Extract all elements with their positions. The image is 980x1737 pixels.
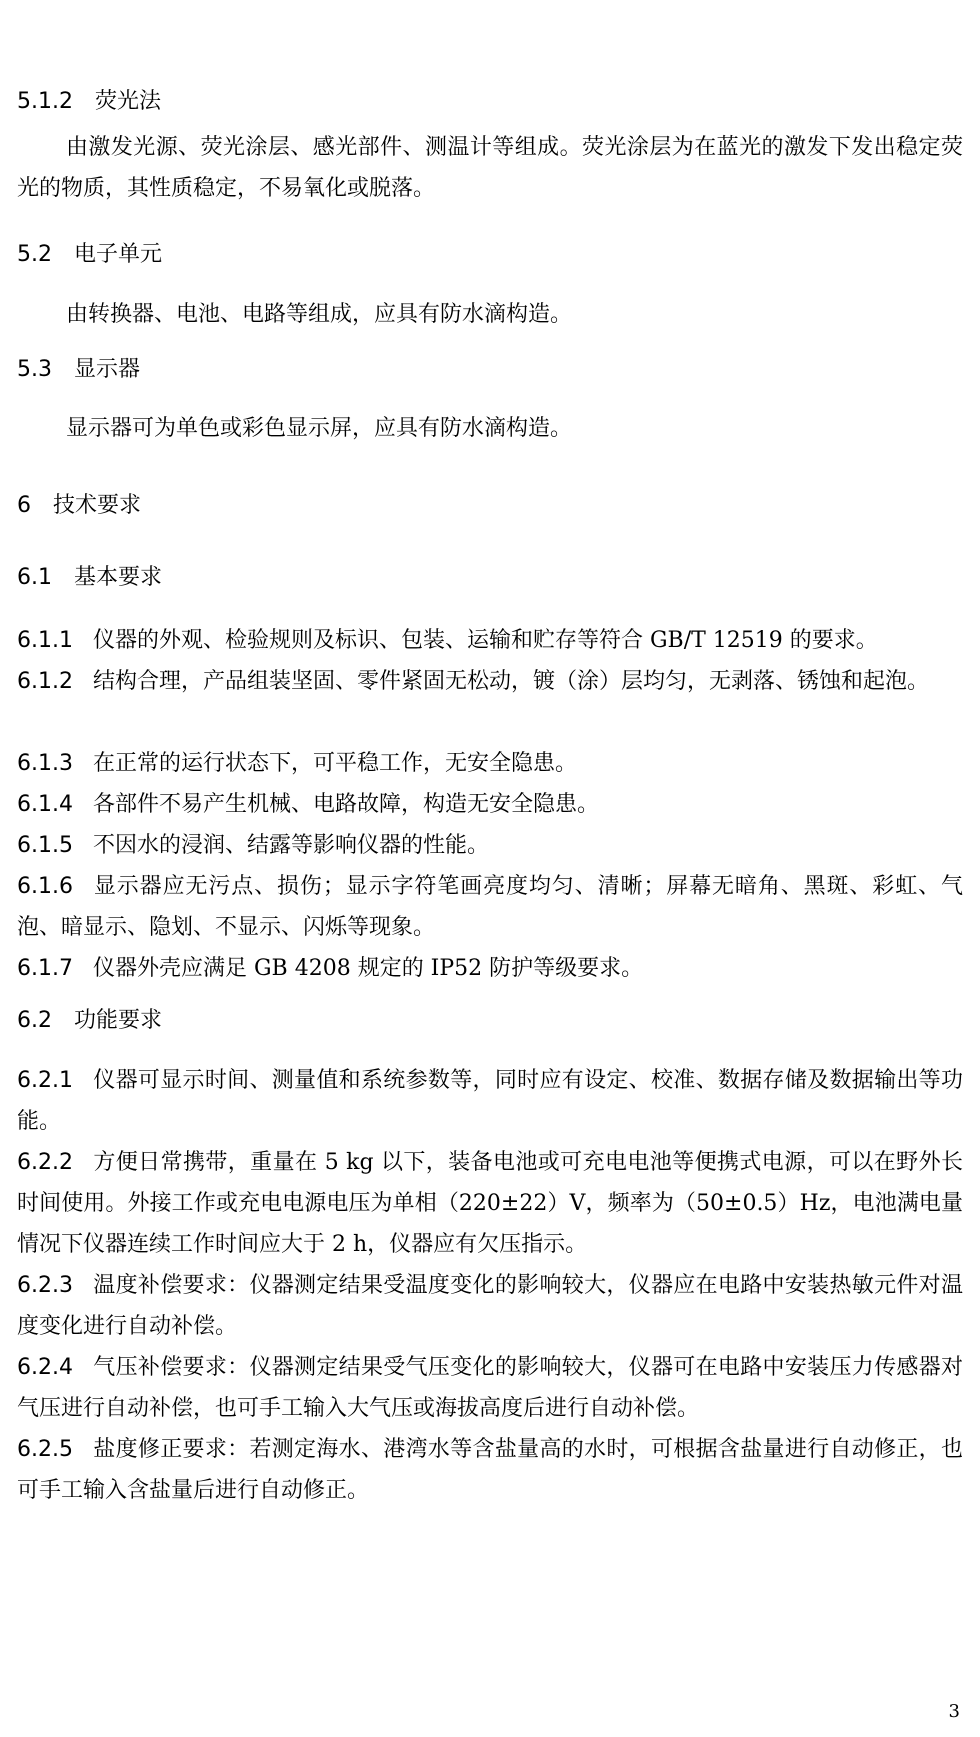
heading-6-1: [17, 563, 162, 593]
clause-number: 6.2.4: [17, 1355, 73, 1380]
clause-6-1-6: [17, 866, 963, 948]
heading-6-2: [17, 1006, 162, 1036]
paragraph-5-3: 显示器可为单色或彩色显示屏，应具有防水滴构造。: [66, 416, 573, 441]
clause-text: 方便日常携带，重量在 5 kg 以下，装备电池或可充电电池等便携式电源，可以在野外长时间使用。外接工作或充电电源电压为单相（220±22）V，频率为（50±0.5）Hz，电池满电量情况下仪器连续工作时间应大于 2 h，仪器应有欠压指示。: [17, 1150, 963, 1257]
heading-number: 6.1: [17, 565, 52, 590]
page-number: 3: [948, 1701, 960, 1722]
clause-number: 6.1.4: [17, 792, 73, 817]
heading-title: 功能要求: [74, 1008, 163, 1033]
heading-title: 显示器: [74, 357, 141, 382]
heading-5-1-2: [17, 87, 161, 117]
clause-6-1-2: [17, 661, 963, 702]
clause-text: 各部件不易产生机械、电路故障，构造无安全隐患。: [92, 792, 599, 817]
clause-text: 气压补偿要求：仪器测定结果受气压变化的影响较大，仪器可在电路中安装压力传感器对气压进行自动补偿，也可手工输入大气压或海拔高度后进行自动补偿。: [17, 1355, 963, 1421]
clause-6-1-4: [17, 784, 963, 825]
heading-number: 6: [17, 493, 31, 518]
clause-text: 在正常的运行状态下，可平稳工作，无安全隐患。: [92, 751, 577, 776]
heading-6: [17, 491, 141, 521]
heading-number: 5.2: [17, 242, 52, 267]
clause-text: 结构合理，产品组装坚固、零件紧固无松动，镀（涂）层均匀，无剥落、锈蚀和起泡。: [92, 669, 929, 694]
heading-title: 技术要求: [53, 493, 142, 518]
paragraph-5-1-2: 由激发光源、荧光涂层、感光部件、测温计等组成。荧光涂层为在蓝光的激发下发出稳定荧光的物质，其性质稳定，不易氧化或脱落。: [17, 135, 963, 201]
clause-6-1-1: [17, 620, 963, 661]
paragraph-5-2: 由转换器、电池、电路等组成，应具有防水滴构造。: [66, 302, 573, 327]
heading-title: 电子单元: [74, 242, 163, 267]
clause-number: 6.2.1: [17, 1068, 73, 1093]
clause-number: 6.1.3: [17, 751, 73, 776]
clause-6-2-1: [17, 1060, 963, 1142]
clause-text: 盐度修正要求：若测定海水、港湾水等含盐量高的水时，可根据含盐量进行自动修正，也可手工输入含盐量后进行自动修正。: [17, 1437, 963, 1503]
clause-text: 温度补偿要求：仪器测定结果受温度变化的影响较大，仪器应在电路中安装热敏元件对温度变化进行自动补偿。: [17, 1273, 963, 1339]
clause-number: 6.2.3: [17, 1273, 73, 1298]
clause-6-2-2: [17, 1142, 963, 1265]
heading-number: 5.3: [17, 357, 52, 382]
clause-number: 6.1.5: [17, 833, 73, 858]
clause-6-1-5: [17, 825, 963, 866]
clause-text: 显示器应无污点、损伤；显示字符笔画亮度均匀、清晰；屏幕无暗角、黑斑、彩虹、气泡、暗显示、隐划、不显示、闪烁等现象。: [17, 874, 963, 940]
clause-text: 仪器可显示时间、测量值和系统参数等，同时应有设定、校准、数据存储及数据输出等功能。: [17, 1068, 963, 1134]
clause-number: 6.1.7: [17, 956, 73, 981]
clause-6-2-3: [17, 1265, 963, 1347]
heading-number: 6.2: [17, 1008, 52, 1033]
clause-text: 仪器的外观、检验规则及标识、包装、运输和贮存等符合 GB/T 12519 的要求。: [92, 628, 878, 653]
clause-6-1-3: [17, 743, 963, 784]
clause-6-2-5: [17, 1429, 963, 1511]
clause-number: 6.1.6: [17, 874, 73, 899]
clause-6-1-7: [17, 948, 963, 989]
clause-text: 仪器外壳应满足 GB 4208 规定的 IP52 防护等级要求。: [92, 956, 644, 981]
clause-number: 6.1.2: [17, 669, 73, 694]
clause-number: 6.2.5: [17, 1437, 73, 1462]
heading-title: 基本要求: [74, 565, 163, 590]
heading-5-3: [17, 355, 140, 385]
heading-5-2: [17, 240, 162, 270]
clause-text: 不因水的浸润、结露等影响仪器的性能。: [92, 833, 489, 858]
heading-title: 荧光法: [94, 89, 161, 114]
heading-number: 5.1.2: [17, 89, 73, 114]
clause-6-2-4: [17, 1347, 963, 1429]
clause-number: 6.1.1: [17, 628, 73, 653]
clause-number: 6.2.2: [17, 1150, 73, 1175]
